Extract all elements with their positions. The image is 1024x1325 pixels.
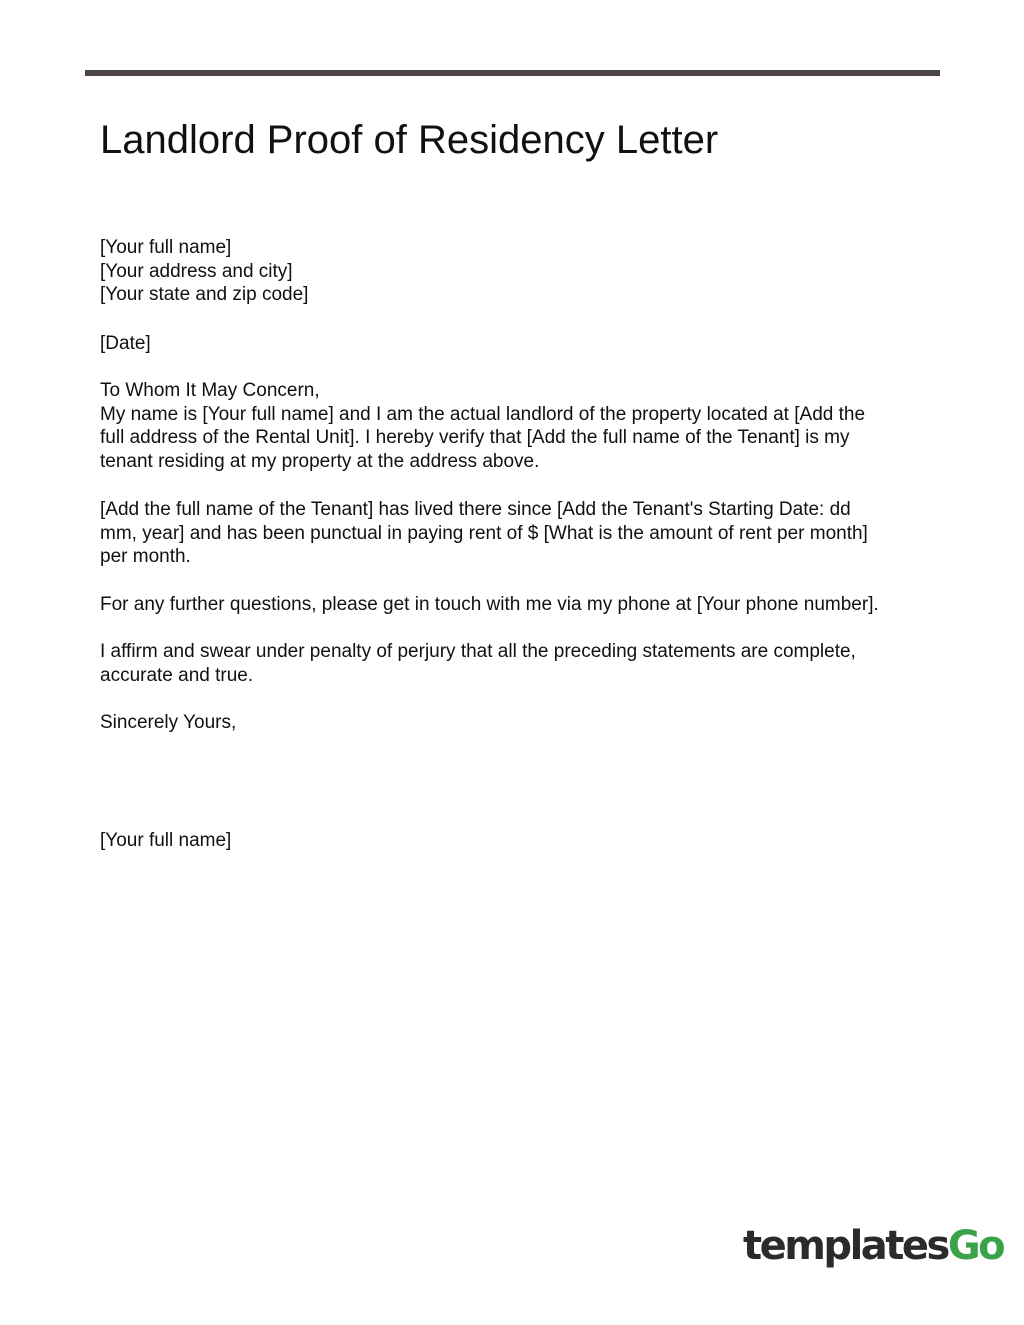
paragraph-4-line-1: I affirm and swear under penalty of perjury that all the preceding statements are complete, bbox=[100, 641, 856, 662]
sender-address: [Your address and city] bbox=[100, 260, 293, 282]
templatesgo-logo bbox=[743, 1222, 1003, 1270]
signature-block bbox=[100, 829, 940, 853]
opening-block bbox=[100, 379, 940, 473]
paragraph-4-line-2: accurate and true. bbox=[100, 664, 254, 686]
paragraph-2-line-1: [Add the full name of the Tenant] has lived there since [Add the Tenant's Starting Date: dd bbox=[100, 499, 851, 520]
paragraph-1-line-3: tenant residing at my property at the address above. bbox=[100, 450, 540, 472]
sender-name: [Your full name] bbox=[100, 237, 232, 258]
sender-state-zip: [Your state and zip code] bbox=[100, 284, 309, 306]
sender-block bbox=[100, 236, 940, 307]
salutation: To Whom It May Concern, bbox=[100, 380, 320, 401]
paragraph-1-line-2: full address of the Rental Unit]. I hereby verify that [Add the full name of the Tenant] is my bbox=[100, 427, 850, 449]
paragraph-4 bbox=[100, 640, 940, 687]
closing-block bbox=[100, 711, 940, 735]
paragraph-2 bbox=[100, 498, 940, 569]
paragraph-3-line-1: For any further questions, please get in touch with me via my phone at [Your phone number]. bbox=[100, 594, 879, 615]
closing: Sincerely Yours, bbox=[100, 712, 237, 733]
paragraph-1-line-1: My name is [Your full name] and I am the actual landlord of the property located at [Add the bbox=[100, 403, 866, 425]
signature-name: [Your full name] bbox=[100, 830, 232, 851]
logo-text-go: Go bbox=[947, 1223, 1004, 1269]
paragraph-2-line-2: mm, year] and has been punctual in paying rent of $ [What is the amount of rent per month] bbox=[100, 522, 868, 544]
paragraph-2-line-3: per month. bbox=[100, 546, 191, 568]
letter-date: [Date] bbox=[100, 333, 151, 354]
header-rule bbox=[85, 70, 940, 76]
paragraph-3 bbox=[100, 593, 940, 617]
logo-text-templates: templates bbox=[743, 1223, 948, 1269]
document-title: Landlord Proof of Residency Letter bbox=[100, 118, 719, 162]
date-line bbox=[100, 332, 940, 356]
